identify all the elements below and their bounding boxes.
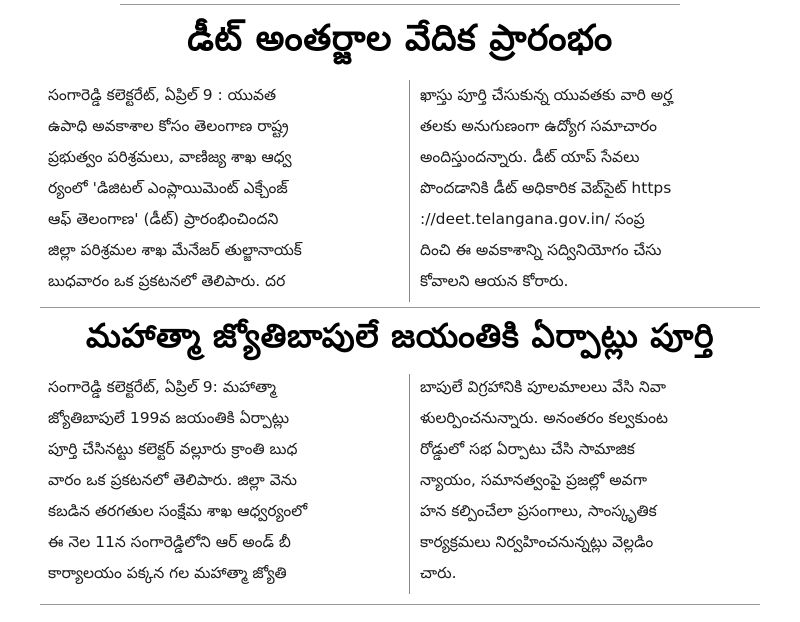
article2-right-line: హన కల్పించేలా ప్రసంగాలు, సాంస్కృతిక [420, 502, 657, 520]
article2-left-line: కబడిన తరగతుల సంక్షేమ శాఖ ఆధ్వర్యంలో [48, 502, 308, 520]
article2-column-divider [409, 374, 410, 594]
article2-right-line: కార్యక్రమలు నిర్వహించనున్నట్లు వెల్లడిం [420, 533, 654, 551]
article1-right-line: ఖాస్తు పూర్తి చేసుకున్న యువతకు వారి అర్హ [420, 86, 673, 104]
article1-left-column [48, 80, 398, 297]
article2-left-line: వారం ఒక ప్రకటనలో తెలిపారు. జిల్లా వెను [48, 471, 297, 489]
article2-right-column [420, 372, 765, 589]
article2-right-line: చారు. [420, 564, 457, 582]
article2-left-line: ఈ నెల 11న సంగారెడ్డిలోని ఆర్ అండ్ బీ [48, 533, 291, 551]
article2-left-column [48, 372, 398, 589]
article2-headline [0, 312, 800, 360]
article1-headline [0, 14, 800, 64]
headline-text: మహాత్మా జ్యోతిబాపులే జయంతికి ఏర్పాట్లు పూర్తి [85, 316, 715, 355]
article2-left-line: పూర్తి చేసినట్టు కలెక్టర్ వల్లూరు క్రాంతి బుధ [48, 440, 298, 458]
bottom-rule [40, 604, 760, 605]
article1-left-line: బుధవారం ఒక ప్రకటనలో తెలిపారు. దర [48, 272, 286, 290]
top-rule [120, 4, 680, 5]
article1-left-line: ప్రభుత్వం పరిశ్రమలు, వాణిజ్య శాఖ ఆధ్వ [48, 148, 292, 166]
article1-left-line: ఉపాధి అవకాశాల కోసం తెలంగాణ రాష్ట్ర [48, 117, 289, 135]
article1-left-line: జిల్లా పరిశ్రమల శాఖ మేనేజర్ తుల్జానాయక్ [48, 241, 302, 259]
article1-right-line: కోవాలని ఆయన కోరారు. [420, 272, 569, 290]
article-separator-rule [40, 307, 760, 308]
article1-right-line: పొందడానికి డీట్ అధికారిక వెబ్‌సైట్ https [420, 179, 672, 197]
article1-right-line: అందిస్తుందన్నారు. డీట్ యాప్ సేవలు [420, 148, 640, 166]
article2-left-line: సంగారెడ్డి కలెక్టరేట్, ఏప్రిల్ 9: మహాత్మా [48, 378, 277, 396]
article1-right-line: ://deet.telangana.gov.in/ సంప్ర [420, 210, 645, 228]
article1-right-line: దించి ఈ అవకాశాన్ని సద్వినియోగం చేసు [420, 241, 662, 259]
article1-left-line: సంగారెడ్డి కలెక్టరేట్, ఏప్రిల్ 9 : యువత [48, 86, 277, 104]
article2-left-line: జ్యోతిబాపులే 199వ జయంతికి ఏర్పాట్లు [48, 409, 290, 427]
article2-right-line: న్యాయం, సమానత్వంపై ప్రజల్లో అవగా [420, 471, 647, 489]
headline-text: డీట్ అంతర్జాల వేదిక ప్రారంభం [187, 18, 613, 59]
article2-right-line: ళులర్పించనున్నారు. అనంతరం కల్వకుంట [420, 409, 668, 427]
article1-left-line: ర్యంలో 'డిజిటల్ ఎంప్లాయిమెంట్ ఎక్చేంజ్ [48, 179, 288, 197]
article1-right-line: తలకు అనుగుణంగా ఉద్యోగ సమాచారం [420, 117, 657, 135]
article2-right-line: బాపులే విగ్రహానికి పూలమాలలు వేసి నివా [420, 378, 667, 396]
article1-column-divider [409, 80, 410, 302]
article2-right-line: రోడ్డులో సభ ఏర్పాటు చేసి సామాజిక [420, 440, 635, 458]
article1-left-line: ఆఫ్ తెలంగాణ' (డీట్) ప్రారంభించిందని [48, 210, 279, 228]
article2-left-line: కార్యాలయం పక్కన గల మహాత్మా జ్యోతి [48, 564, 287, 582]
article1-right-column [420, 80, 765, 297]
